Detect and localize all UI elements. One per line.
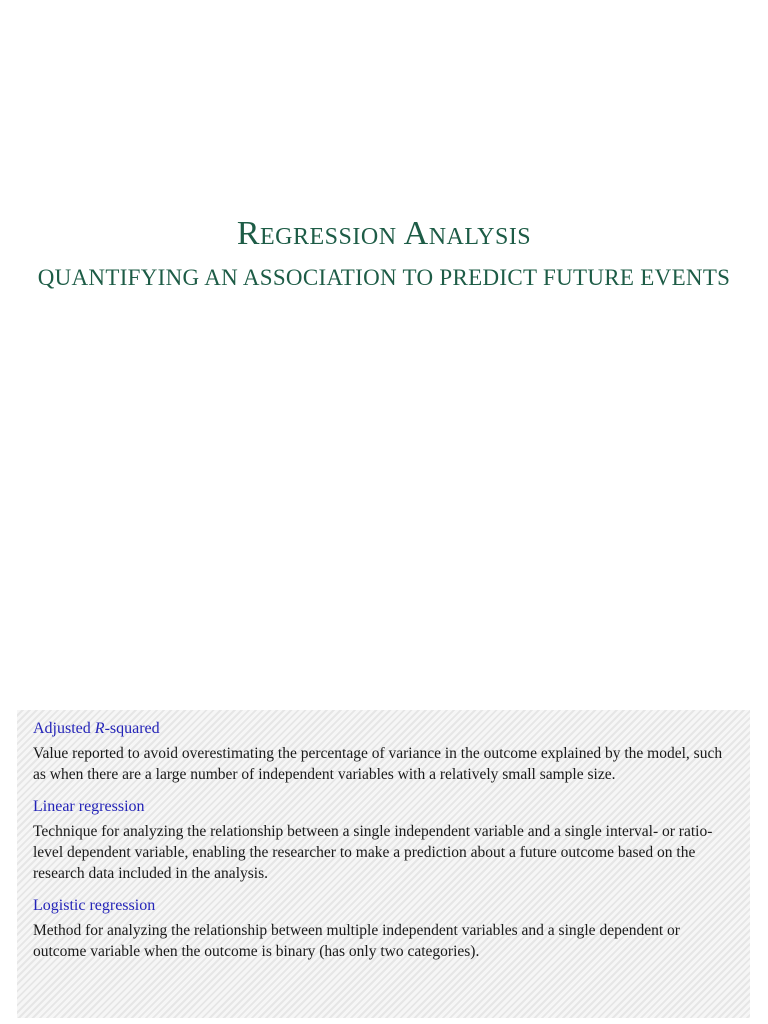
chapter-heading (0, 212, 768, 292)
glossary-term: Linear regression (33, 798, 145, 815)
term-prefix: Adjusted (33, 720, 95, 737)
term-suffix: -squared (104, 720, 160, 737)
glossary-entry-adjusted-r-squared (33, 718, 736, 785)
glossary-entry-logistic-regression (33, 895, 736, 962)
chapter-title: Regression Analysis (236, 215, 532, 252)
glossary-term (33, 718, 736, 740)
glossary-definition: Value reported to avoid overestimating the percentage of variance in the outcome explained by the model, such as when there are a large number of independent variables with a relatively small sample size. (33, 745, 723, 783)
chapter-subtitle: QUANTIFYING AN ASSOCIATION TO PREDICT FUTURE EVENTS (37, 265, 731, 290)
glossary-definition: Method for analyzing the relationship between multiple independent variables and a single dependent or outcome variable when the outcome is binary (has only two categories). (33, 922, 680, 960)
glossary-box (17, 710, 750, 1018)
term-italic: R (94, 720, 105, 737)
glossary-entry-linear-regression (33, 796, 736, 884)
glossary-definition: Technique for analyzing the relationship between a single independent variable and a single interval- or ratio-level dependent variable, enabling the researcher to make a prediction about a future outcome based on the research data included in the analysis. (33, 823, 713, 882)
glossary-term: Logistic regression (33, 897, 156, 914)
